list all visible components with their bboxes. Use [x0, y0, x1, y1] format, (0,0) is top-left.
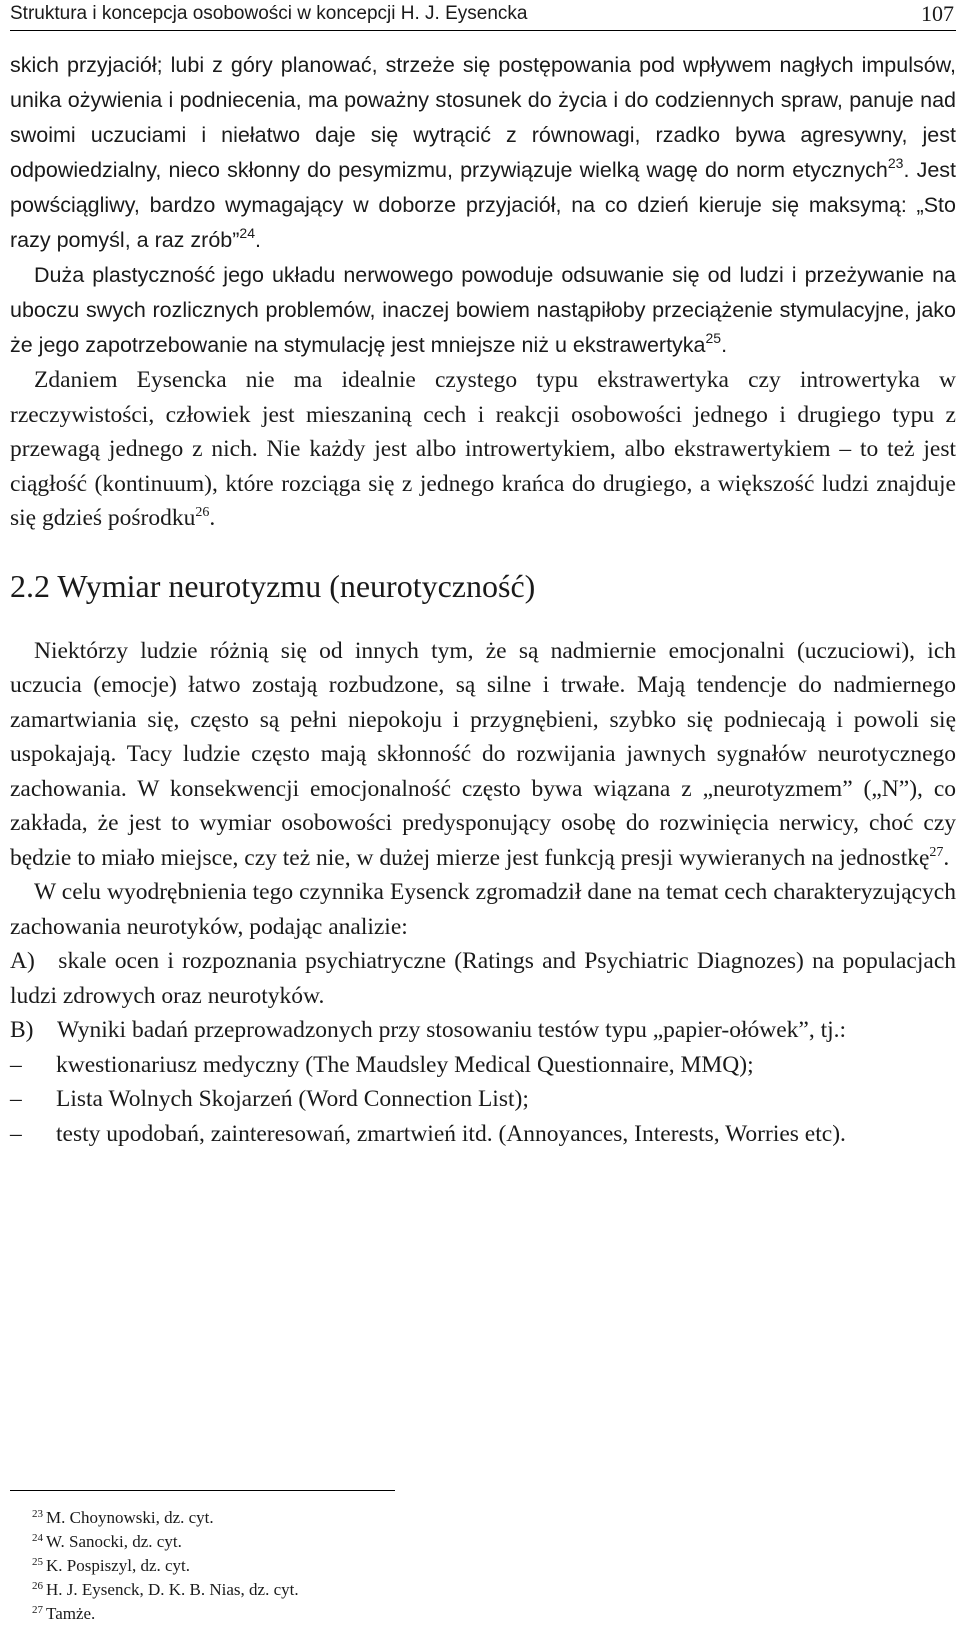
paragraph-nervous-system: Duża plastyczność jego układu nerwowego powoduje odsuwanie się od ludzi i przeżywanie na uboczu swych rozlicznych problemów, inaczej bowiem nastąpiłoby przeciążenie stymulacyjne, jako że jego zapotrzebowanie na stymulację jest mniejsze niż u ekstrawertyka$^{25}$.: [10, 263, 956, 357]
paragraph-continuum: Zdaniem Eysencka nie ma idealnie czystego typu ekstrawertyka czy introwertyka w rzeczywistości, człowiek jest mieszaniną cech i reakcji osobowości jednego i drugiego typu z przewagą jednego z nich. Nie każdy jest albo introwertykiem, albo ekstrawertykiem – to też jest ciągłość (kontinuum), które rozciąga się z jednego krańca do drugiego, a większość ludzi znajduje się gdzieś pośrodku$^{26}$.: [10, 367, 956, 531]
dash-list-item: – Lista Wolnych Skojarzeń (Word Connection List);: [10, 1082, 956, 1117]
footnote-ref-23[interactable]: 23: [887, 155, 904, 171]
dash-bullet: –: [10, 1086, 22, 1112]
paragraph-method: W celu wyodrębnienia tego czynnika Eysenck zgromadził dane na temat cech charakteryzujących zachowania neurotyków, podając analizie:: [10, 879, 956, 940]
dash-bullet: –: [10, 1120, 22, 1147]
section-heading: 2.2 Wymiar neurotyzmu (neurotyczność): [10, 567, 536, 604]
dash-list-item: – kwestionariusz medyczny (The Maudsley Medical Questionnaire, MMQ);: [10, 1048, 956, 1083]
footnote-ref-26[interactable]: 26: [195, 505, 210, 520]
page-number: 107: [921, 1, 954, 26]
page-body: [10, 48, 956, 1151]
footnotes: [32, 1506, 299, 1626]
footnote: $^{26}$ H. J. Eysenck, D. K. B. Nias, dz. cyt.: [32, 1580, 299, 1599]
paragraph-introvert-description: skich przyjaciół; lubi z góry planować, strzeże się postępowania pod wpływem nagłych impulsów, unika ożywienia i podniecenia, ma poważny stosunek do życia i do codziennych spraw, panuje nad swoimi uczuciami i niełatwo daje się wytrącić z równowagi, rzadko bywa agresywny, jest odpowiedzialny, nieco skłonny do pesymizmu, przywiązuje wielką wagę do norm etycznych$^{23}$. Jest powściągliwy, bardzo wymagający w doborze przyjaciół, na co dzień kieruje się maksymą: „Sto razy pomyśl, a raz zrób”$^{24}$.: [10, 53, 957, 252]
footnote: $^{27}$ Tamże.: [32, 1604, 96, 1623]
footnote: $^{24}$ W. Sanocki, dz. cyt.: [32, 1532, 182, 1551]
footnote-divider: [10, 1490, 395, 1491]
footnote: $^{23}$ M. Choynowski, dz. cyt.: [32, 1508, 214, 1527]
list-item-a: A) skale ocen i rozpoznania psychiatryczne (Ratings and Psychiatric Diagnozes) na populacjach ludzi zdrowych oraz neurotyków.: [10, 948, 956, 1009]
page-header: [10, 0, 956, 31]
dash-bullet: –: [10, 1051, 22, 1078]
section-heading-wrap: [10, 536, 956, 634]
dash-list-item: – testy upodobań, zainteresowań, zmartwień itd. (Annoyances, Interests, Worries etc).: [10, 1117, 956, 1152]
footnote: $^{25}$ K. Pospiszyl, dz. cyt.: [32, 1556, 191, 1575]
list-item-b: B) Wyniki badań przeprowadzonych przy stosowaniu testów typu „papier-ołówek”, tj.:: [10, 1017, 847, 1043]
paragraph-neuroticism: Niektórzy ludzie różnią się od innych tym, że są nadmiernie emocjonalni (uczuciowi), ich uczucia (emocje) łatwo zostają rozbudzone, są silne i trwałe. Mają tendencje do nadmiernego zamartwiania się, często są pełni niepokoju i przygnębieni, szybko się podniecają i powoli się uspokajają. Tacy ludzie często mają skłonność do rozwijania jawnych sygnałów neurotycznego zachowania. W konsekwencji emocjonalność często bywa wiązana z „neurotyzmem” („N”), co zakłada, że jest to wymiar osobowości predysponujący osobę do rozwinięcia nerwicy, choć czy będzie to miało miejsce, czy też nie, w dużej mierze jest funkcją presji wywieranych na jednostkę$^{27}$.: [10, 637, 956, 871]
footnote-ref-25[interactable]: 25: [705, 330, 722, 346]
footnote-ref-27[interactable]: 27: [929, 844, 944, 860]
running-title: Struktura i koncepcja osobowości w koncepcji H. J. Eysencka: [10, 3, 528, 24]
footnote-ref-24[interactable]: 24: [239, 225, 255, 241]
